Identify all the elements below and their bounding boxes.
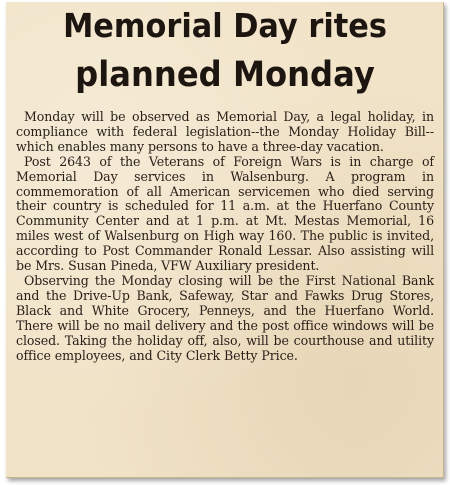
headline-line-1: Memorial Day rites [63, 6, 387, 45]
headline-line-2: planned Monday [75, 55, 375, 95]
article-paragraph-2: Post 2643 of the Veterans of Foreign Wars is in charge of Memorial Day services in Walsenburg. A program in commemoration of all American servicemen who died serving their country is scheduled for 11 a.m. at the Huerfano County Community Center and at 1 p.m. at Mt. Mestas Memorial, 16 miles west of Walsenburg on High way 160. The public is invited, according to Post Commander Ronald Lessar. Also assisting will be Mrs. Susan Pineda, VFW Auxiliary president. [16, 153, 434, 274]
newspaper-clipping [6, 2, 444, 478]
article-body [16, 110, 434, 363]
article-paragraph-1: Monday will be observed as Memorial Day, a legal holiday, in compliance with federal legislation--the Monday Holiday Bill--which enables many persons to have a three-day vacation. [16, 109, 434, 154]
article-paragraph-3: Observing the Monday closing will be the First National Bank and the Drive-Up Bank, Safeway, Star and Fawks Drug Stores, Black and White Grocery, Penneys, and the Huerfano World. There will be no mail delivery and the post office windows will be closed. Taking the holiday off, also, will be courthouse and utility office employees, and City Clerk Betty Price. [16, 272, 434, 363]
